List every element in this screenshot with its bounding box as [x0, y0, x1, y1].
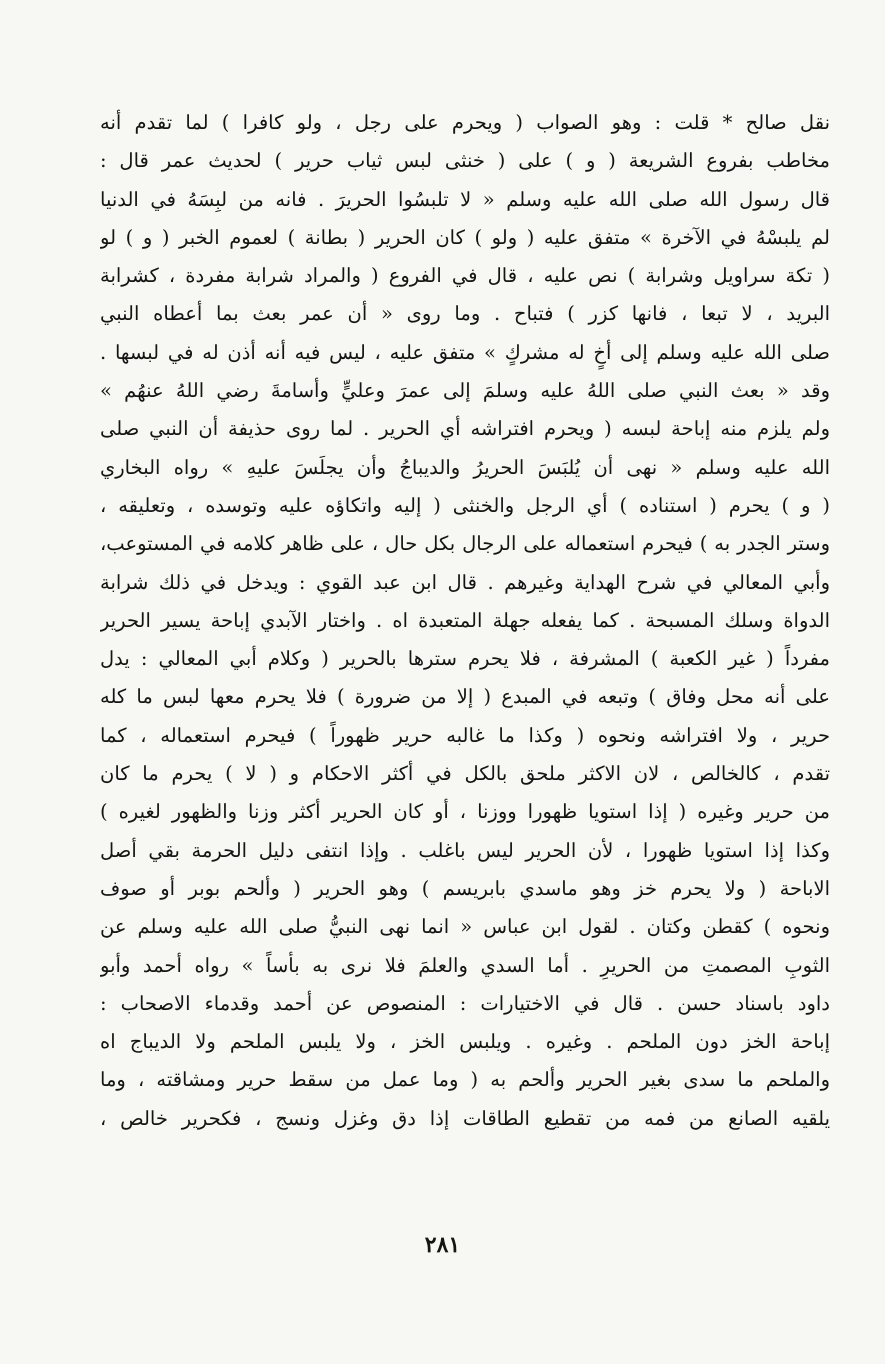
- body-text: [100, 104, 830, 1138]
- text-line: ( تكة سراويل وشرابة ) نص عليه ، قال في الفروع ( والمراد شرابة مفردة ، كشرابة: [100, 264, 830, 288]
- text-line: الاباحة ( ولا يحرم خز وهو ماسدي بابريسم ) وهو الحرير ( وألحم بوبر أو صوف: [100, 876, 830, 900]
- text-line: حرير ، ولا افتراشه ونحوه ( وكذا ما غالبه حرير ظهوراً ) فيحرم استعماله ، كما: [100, 723, 830, 747]
- text-line: قال رسول الله صلى الله عليه وسلم « لا تلبسُوا الحريرَ . فانه من لبِسَهُ في الدنيا: [100, 187, 830, 211]
- page-number: ٢٨١: [424, 1232, 461, 1258]
- text-line: وستر الجدر به ) فيحرم استعماله على الرجال بكل حال ، على ظاهر كلامه في المستوعب،: [100, 532, 830, 556]
- text-line: تقدم ، كالخالص ، لان الاكثر ملحق بالكل في أكثر الاحكام و ( لا ) يحرم ما كان: [100, 762, 830, 786]
- text-line: وكذا إذا استويا ظهورا ، لأن الحرير ليس باغلب . وإذا انتفى دليل الحرمة بقي أصل: [100, 838, 830, 862]
- text-line: ونحوه ) كقطن وكتان . لقول ابن عباس « انما نهى النبيُّ صلى الله عليه وسلم عن: [100, 915, 830, 939]
- text-line: داود باسناد حسن . قال في الاختيارات : المنصوص عن أحمد وقدماء الاصحاب :: [100, 991, 830, 1015]
- text-line: يلقيه الصانع من فمه من تقطيع الطاقات إذا دق وغزل ونسج ، فكحرير خالص ،: [100, 1106, 830, 1130]
- text-line: الله عليه وسلم « نهى أن يُلبَسَ الحريرُ والديباجُ وأن يجلَسَ عليهِ » رواه البخاري: [100, 455, 830, 479]
- text-line: مخاطب بفروع الشريعة ( و ) على ( خنثى لبس ثياب حرير ) لحديث عمر قال :: [100, 149, 830, 173]
- text-line: مفرداً ( غير الكعبة ) المشرفة ، فلا يحرم سترها بالحرير ( وكلام أبي المعالي : يدل: [100, 647, 830, 671]
- text-line: لم يلبسْهُ في الآخرة » متفق عليه ( ولو ) كان الحرير ( بطانة ) لعموم الخبر ( و ) لو: [100, 225, 830, 249]
- text-line: الثوبِ المصمتِ من الحريرِ . أما السدي والعلمَ فلا نرى به بأساً » رواه أحمد وأبو: [100, 953, 830, 977]
- text-line: ( و ) يحرم ( استناده ) أي الرجل والخنثى ( إليه واتكاؤه عليه وتوسده ، وتعليقه ،: [100, 493, 830, 517]
- text-line: صلى الله عليه وسلم إلى أخٍ له مشركٍ » متفق عليه ، ليس فيه أنه أذن له في لبسها .: [100, 340, 830, 364]
- text-line: إباحة الخز دون الملحم . وغيره . ويلبس الخز ، ولا يلبس الملحم ولا الديباج اه: [100, 1030, 830, 1054]
- text-line: وقد « بعث النبي صلى اللهُ عليه وسلمَ إلى عمرَ وعليٍّ وأسامةَ رضي اللهُ عنهُم »: [100, 379, 830, 403]
- text-line: الدواة وسلك المسبحة . كما يفعله جهلة المتعبدة اه . واختار الآبدي إباحة يسير الحرير: [100, 608, 830, 632]
- text-line: ولم يلزم منه إباحة لبسه ( ويحرم افتراشه أي الحرير . لما روى حذيفة أن النبي صلى: [100, 417, 830, 441]
- text-line: من حرير وغيره ( إذا استويا ظهورا ووزنا ، أو كان الحرير أكثر وزنا والظهور لغيره ): [100, 800, 830, 824]
- text-line: والملحم ما سدى بغير الحرير وألحم به ( وما عمل من سقط حرير ومشاقته ، وما: [100, 1068, 830, 1092]
- text-line: على أنه محل وفاق ) وتبعه في المبدع ( إلا من ضرورة ) فلا يحرم معها لبس ما كله: [100, 685, 830, 709]
- text-line: البريد ، لا تبعا ، فانها كزر ) فتباح . وما روى « أن عمر بعث بما أعطاه النبي: [100, 302, 830, 326]
- text-line: وأبي المعالي في شرح الهداية وغيرهم . قال ابن عبد القوي : ويدخل في ذلك شرابة: [100, 570, 830, 594]
- text-line: نقل صالح * قلت : وهو الصواب ( ويحرم على رجل ، ولو كافرا ) لما تقدم أنه: [100, 111, 830, 134]
